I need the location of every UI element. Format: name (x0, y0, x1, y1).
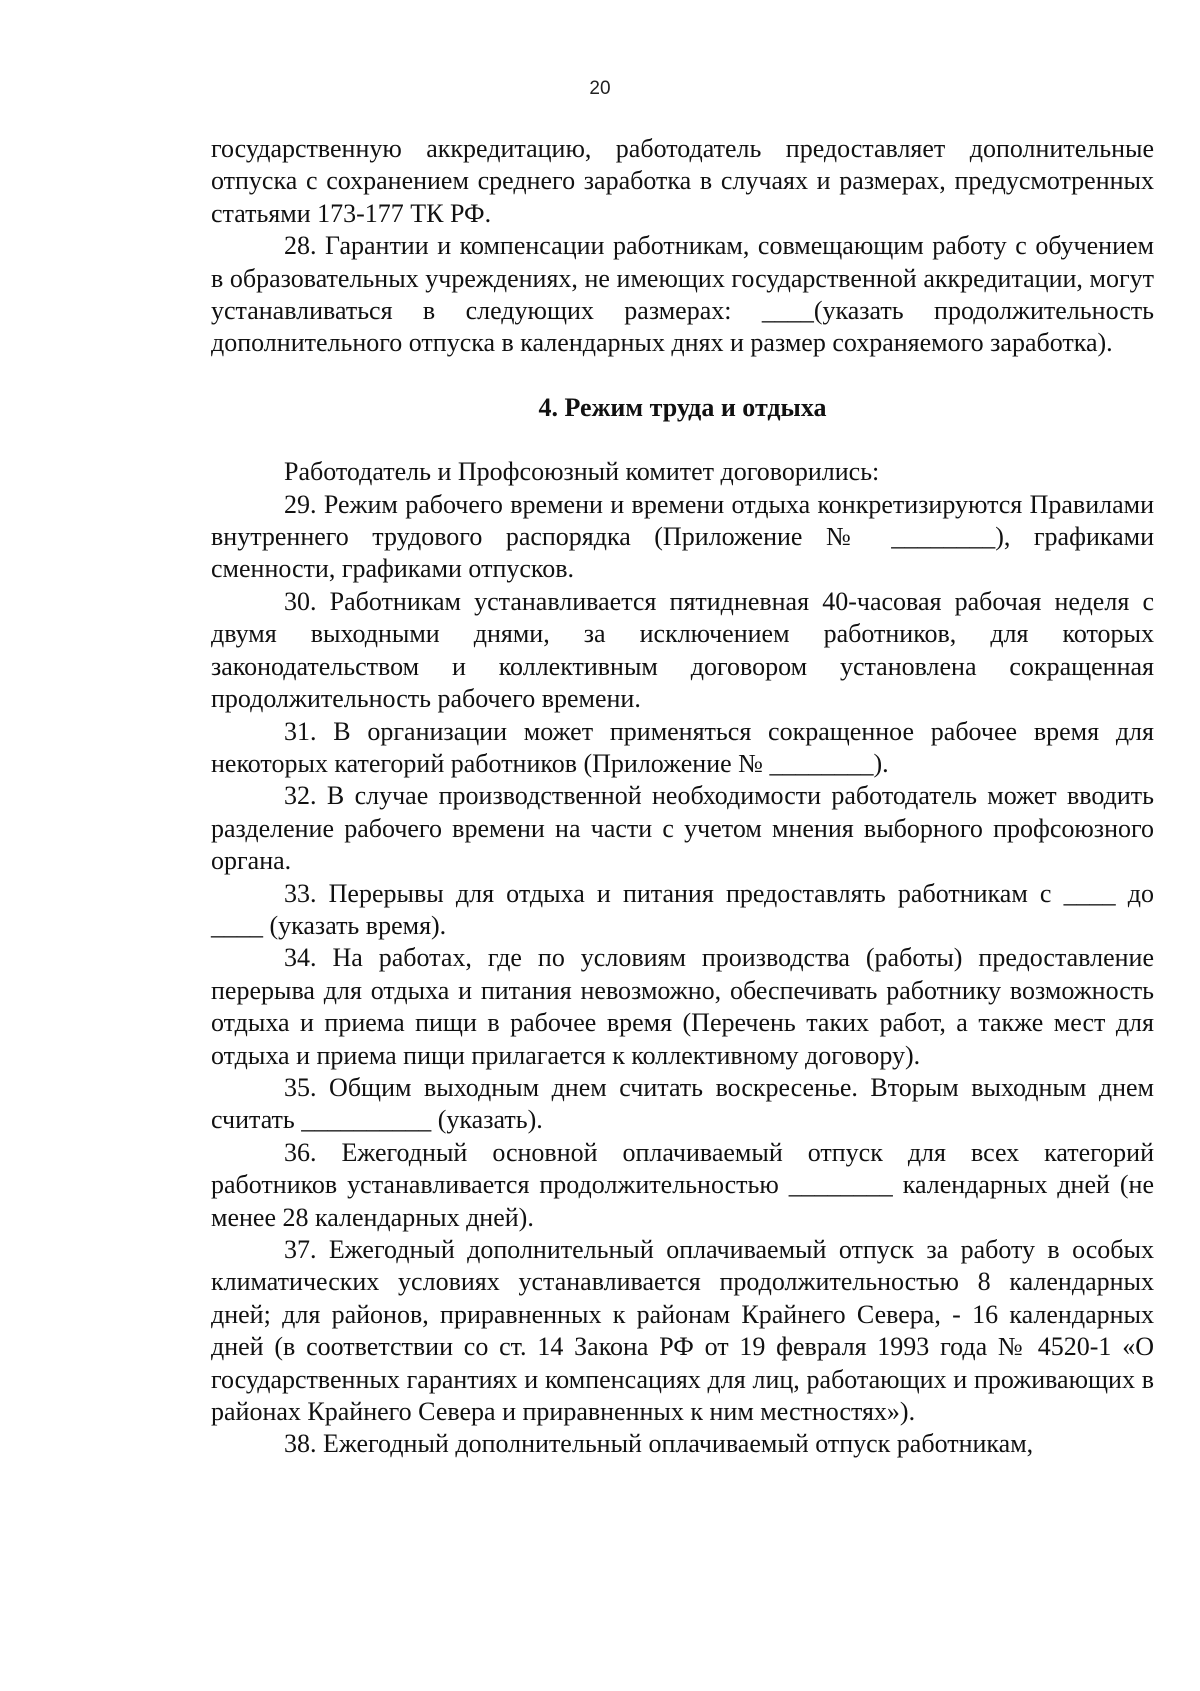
paragraph-30: 30. Работникам устанавливается пятидневная 40-часовая рабочая неделя с двумя выходными днями, за исключением работников, для которых законодательством и коллективным договором установлена сокращенная продолжительность рабочего времени. (211, 586, 1154, 714)
paragraph-28: 28. Гарантии и компенсации работникам, совмещающим работу с обучением в образовательных учреждениях, не имеющих государственной аккредитации, могут устанавливаться в следующих размерах: ____(указать продолжительность дополнительного отпуска в календарных днях и размер сохраняемого заработка). (211, 231, 1154, 358)
paragraph-continuation: государственную аккредитацию, работодатель предоставляет дополнительные отпуска с сохранением среднего заработка в случаях и размерах, предусмотренных статьями 173-177 ТК РФ. (211, 134, 1154, 228)
paragraph-32: 32. В случае производственной необходимости работодатель может вводить разделение рабочего времени на части с учетом мнения выборного профсоюзного органа. (211, 781, 1154, 876)
document-body (211, 133, 1154, 1461)
paragraph-29: 29. Режим рабочего времени и времени отдыха конкретизируются Правилами внутреннего трудового распорядка (Приложение № ________), графиками сменности, графиками отпусков. (211, 489, 1154, 584)
paragraph-38: 38. Ежегодный дополнительный оплачиваемый отпуск работникам, (284, 1429, 1034, 1459)
paragraph-31: 31. В организации может применяться сокращенное рабочее время для некоторых категорий работников (Приложение № ________). (211, 716, 1154, 778)
paragraph-34: 34. На работах, где по условиям производства (работы) предоставление перерыва для отдыха и питания невозможно, обеспечивать работнику возможность отдыха и приема пищи в рабочее время (Перечень таких работ, а также мест для отдыха и приема пищи прилагается к коллективному договору). (211, 943, 1154, 1070)
page-number: 20 (589, 78, 611, 99)
paragraph-37: 37. Ежегодный дополнительный оплачиваемый отпуск за работу в особых климатических условиях устанавливается продолжительностью 8 календарных дней; для районов, приравненных к районам Крайнего Севера, - 16 календарных дней (в соответствии со ст. 14 Закона РФ от 19 февраля 1993 года № 4520-1 «О государственных гарантиях и компенсациях для лиц, работающих и проживающих в районах Крайнего Севера и приравненных к ним местностях»). (211, 1235, 1154, 1427)
paragraph-33: 33. Перерывы для отдыха и питания предоставлять работникам с ____ до ____ (указать время). (211, 878, 1154, 940)
paragraph-36: 36. Ежегодный основной оплачиваемый отпуск для всех категорий работников устанавливается продолжительностью ________ календарных дней (не менее 28 календарных дней). (211, 1137, 1154, 1232)
paragraph-intro: Работодатель и Профсоюзный комитет договорились: (284, 457, 880, 487)
section-heading: 4. Режим труда и отдыха (538, 392, 827, 422)
paragraph-35: 35. Общим выходным днем считать воскресенье. Вторым выходным днем считать __________ (указать). (211, 1072, 1154, 1135)
